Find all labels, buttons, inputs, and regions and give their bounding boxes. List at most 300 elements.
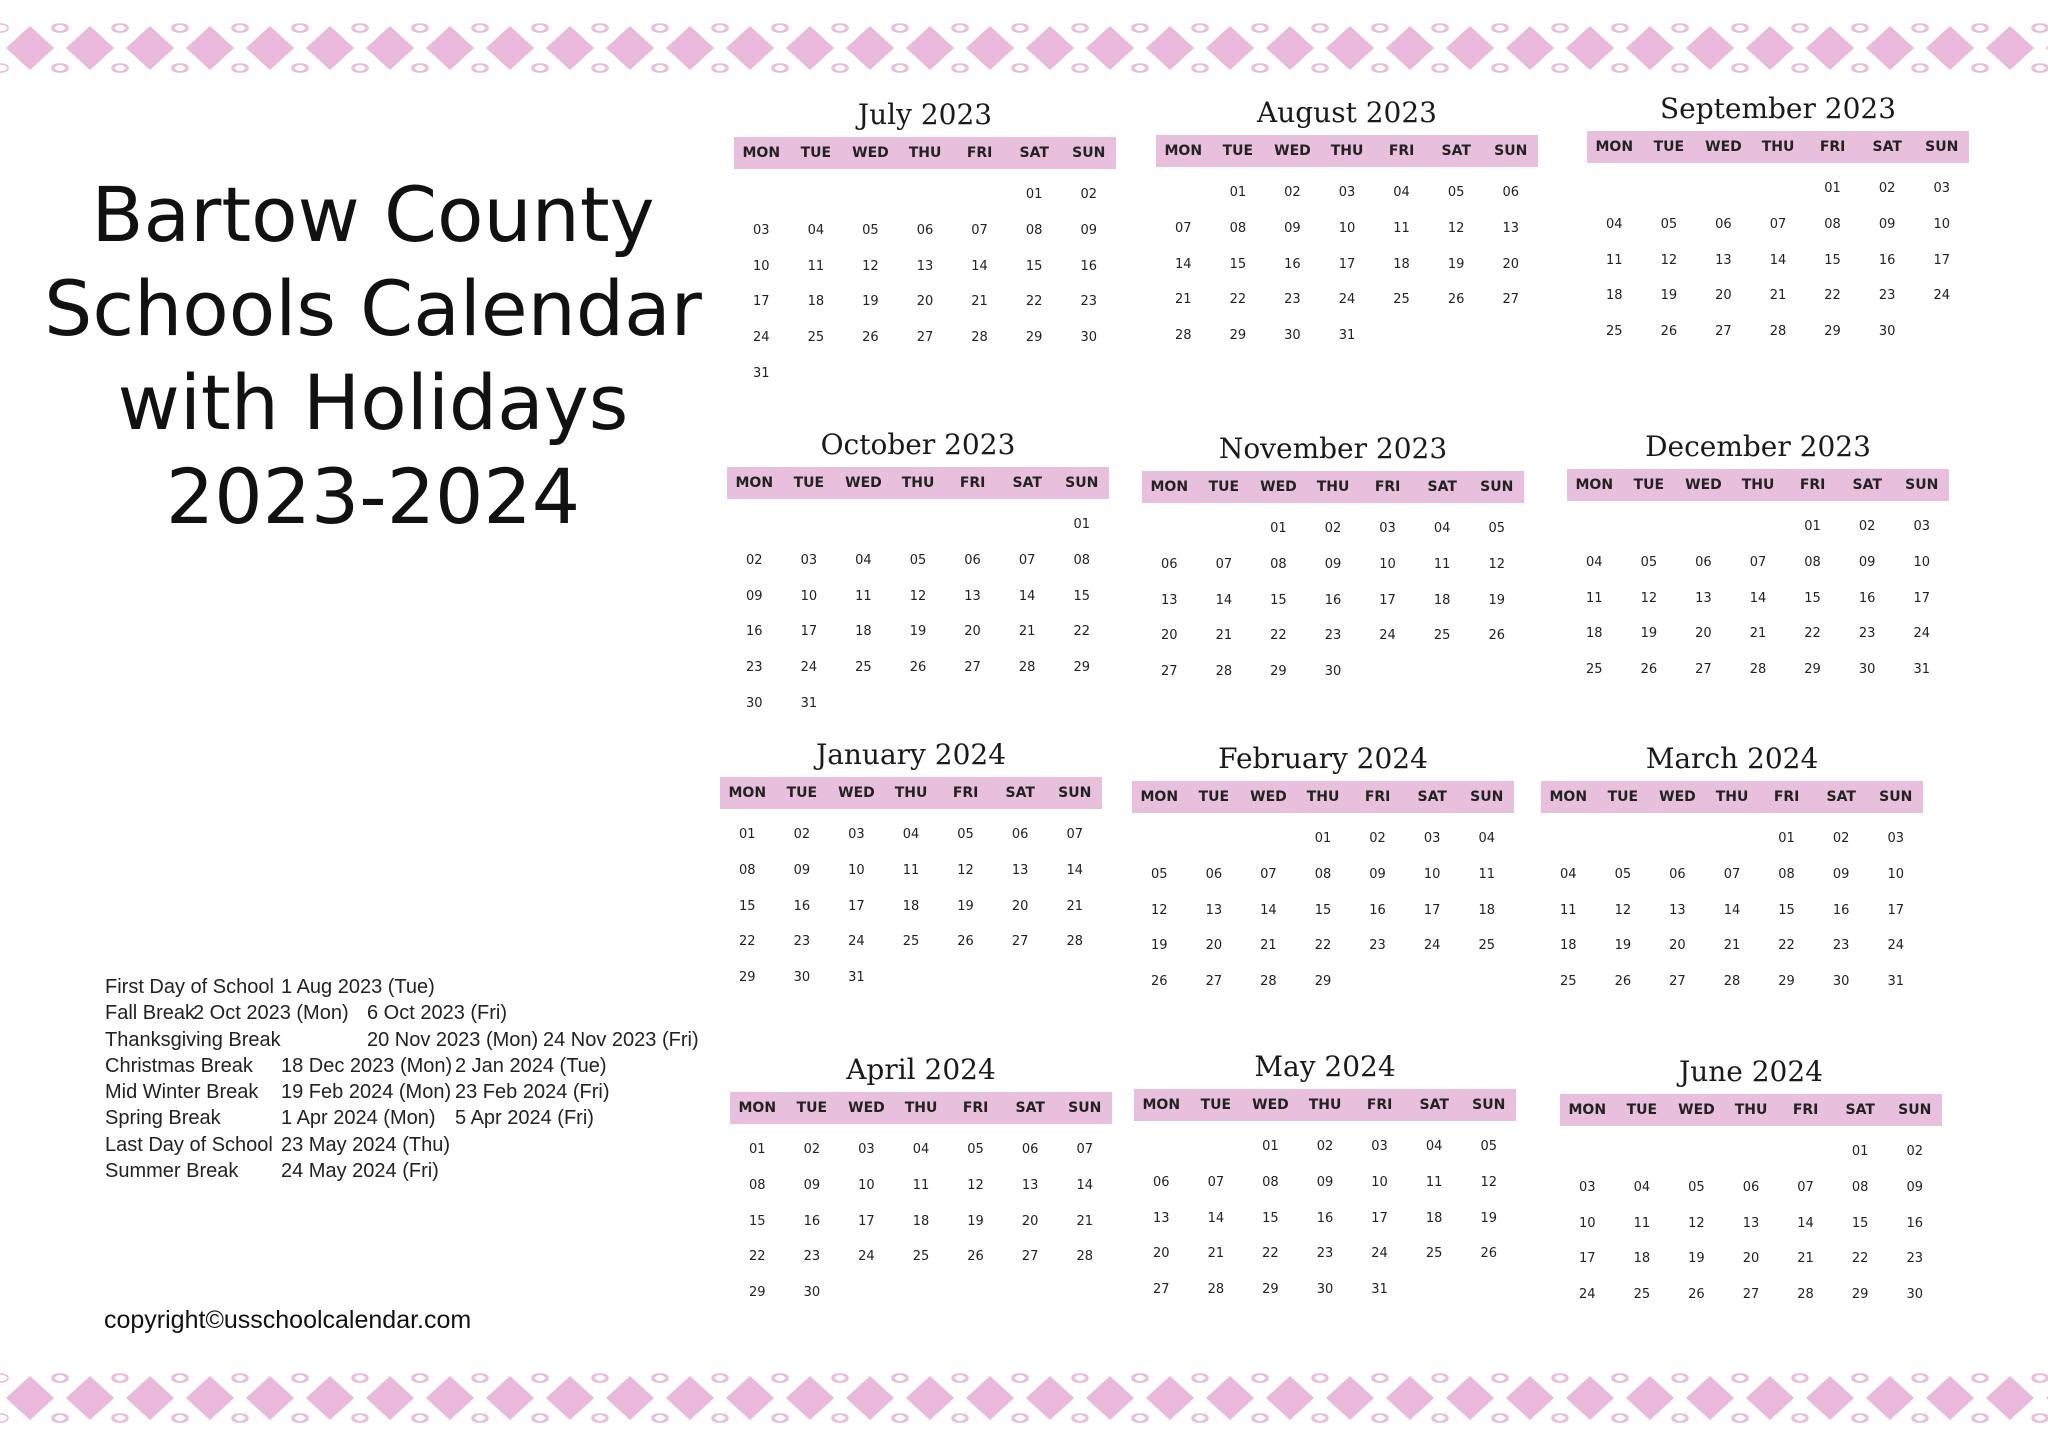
day-cell: 19 — [1488, 592, 1505, 608]
day-cell: 31 — [753, 365, 770, 381]
day-cell: 27 — [1153, 1282, 1170, 1298]
weekday-label: TUE — [796, 1100, 828, 1116]
day-cell: 04 — [1425, 1139, 1443, 1154]
empty-cell — [1156, 175, 1211, 211]
day-cell: 26 — [967, 1249, 984, 1265]
border-diamond — [66, 26, 114, 70]
weekday-label: MON — [1142, 1097, 1181, 1113]
day-cell: 13 — [1153, 1210, 1170, 1226]
weekday-label: FRI — [1819, 139, 1846, 155]
day-cell: 09 — [1858, 554, 1876, 570]
empty-cell — [1731, 509, 1786, 545]
border-diamond — [366, 1376, 414, 1420]
weekday-label: TUE — [1222, 143, 1254, 159]
day-cell: 18 — [1633, 1251, 1651, 1267]
day-cell: 12 — [957, 862, 974, 878]
days-grid — [1567, 509, 1949, 688]
border-diamond — [726, 26, 774, 70]
day-cell: 24 — [1887, 938, 1904, 954]
day-cell: 04 — [1606, 216, 1623, 232]
day-cell: 02 — [803, 1142, 821, 1157]
weekday-label: MON — [728, 785, 767, 801]
empty-cell — [734, 177, 789, 213]
border-leaf — [0, 24, 8, 32]
day-cell: 28 — [1175, 328, 1192, 344]
day-cell: 10 — [1887, 866, 1904, 882]
day-cell: 10 — [848, 862, 865, 878]
day-cell: 16 — [746, 624, 763, 640]
month-title: February 2024 — [1218, 742, 1428, 775]
border-diamond — [306, 26, 354, 70]
day-cell: 28 — [1076, 1249, 1093, 1265]
border-diamond — [966, 1376, 1014, 1420]
day-cell: 25 — [807, 330, 825, 346]
day-cell: 08 — [1778, 866, 1795, 882]
day-cell: 21 — [1018, 624, 1036, 640]
border-diamond — [906, 26, 954, 70]
weekday-label: FRI — [1366, 1097, 1393, 1113]
empty-cell — [1560, 1134, 1615, 1170]
day-cell: 18 — [1586, 626, 1603, 642]
weekday-label: MON — [742, 145, 781, 161]
empty-cell — [789, 177, 844, 213]
day-cell: 29 — [1025, 330, 1043, 346]
weekday-label: FRI — [1388, 143, 1415, 159]
event-start: 20 Nov 2023 (Mon) — [367, 1028, 539, 1051]
weekday-label: SUN — [1065, 475, 1099, 491]
day-cell: 21 — [1076, 1213, 1093, 1229]
weekday-label: SAT — [1872, 139, 1902, 155]
day-cell: 01 — [1851, 1144, 1869, 1159]
day-cell: 28 — [971, 330, 988, 346]
day-cell: 13 — [964, 588, 981, 604]
day-cell: 21 — [1066, 898, 1083, 914]
day-cell: 17 — [1933, 252, 1950, 268]
empty-cell — [1751, 171, 1806, 207]
day-cell: 21 — [1207, 1246, 1225, 1262]
day-cell: 23 — [1324, 628, 1342, 644]
day-cell: 09 — [1369, 866, 1386, 882]
border-diamond — [1146, 26, 1194, 70]
day-cell: 15 — [749, 1213, 766, 1229]
day-cell: 07 — [971, 222, 988, 238]
day-cell: 20 — [916, 294, 934, 310]
day-cell: 05 — [1447, 185, 1465, 200]
day-cell: 24 — [800, 660, 818, 676]
day-cell: 27 — [1715, 324, 1732, 340]
day-cell: 13 — [916, 258, 934, 274]
day-cell: 18 — [1425, 1210, 1443, 1226]
day-cell: 10 — [1338, 220, 1356, 236]
day-cell: 01 — [1262, 1139, 1279, 1154]
day-cell: 26 — [1660, 324, 1678, 340]
day-cell: 04 — [1433, 521, 1451, 536]
weekday-header — [734, 137, 1116, 169]
day-cell: 15 — [1270, 592, 1287, 608]
day-cell: 04 — [807, 222, 825, 238]
day-cell: 01 — [1824, 181, 1841, 196]
month-title: March 2024 — [1645, 742, 1819, 775]
weekday-label: MON — [1150, 479, 1189, 495]
day-cell: 27 — [1742, 1287, 1760, 1303]
day-cell: 12 — [1640, 590, 1658, 606]
day-cell: 29 — [1262, 1282, 1279, 1298]
weekday-header — [1134, 1089, 1516, 1121]
day-cell: 29 — [1314, 974, 1332, 990]
day-cell: 15 — [1025, 258, 1043, 274]
weekday-label: TUE — [1626, 1102, 1658, 1118]
month-title: August 2023 — [1257, 96, 1437, 129]
day-cell: 22 — [1314, 938, 1332, 954]
day-cell: 17 — [858, 1213, 875, 1229]
weekday-label: WED — [845, 475, 882, 491]
weekday-label: THU — [1741, 477, 1775, 493]
day-cell: 11 — [1433, 556, 1451, 572]
day-cell: 10 — [800, 588, 818, 604]
day-cell: 26 — [862, 330, 879, 346]
day-cell: 15 — [1262, 1210, 1279, 1226]
border-diamond — [1686, 1376, 1734, 1420]
day-cell: 03 — [1579, 1179, 1596, 1195]
border-diamond — [1746, 1376, 1794, 1420]
day-cell: 19 — [1447, 256, 1465, 272]
month-title: July 2023 — [857, 98, 993, 131]
border-diamond — [366, 26, 414, 70]
day-cell: 12 — [1447, 220, 1465, 236]
weekday-label: SAT — [1852, 477, 1882, 493]
day-cell: 23 — [746, 660, 763, 676]
border-diamond — [126, 1376, 174, 1420]
day-cell: 27 — [1669, 974, 1686, 990]
day-cell: 07 — [1066, 827, 1083, 842]
day-cell: 18 — [855, 624, 872, 640]
day-cell: 16 — [1284, 256, 1301, 272]
day-cell: 31 — [1338, 328, 1356, 344]
weekday-label: WED — [1252, 1097, 1289, 1113]
day-cell: 25 — [1478, 938, 1495, 954]
days-grid — [1142, 511, 1524, 690]
day-cell: 14 — [1260, 902, 1277, 918]
day-cell: 30 — [803, 1285, 821, 1301]
day-cell: 03 — [848, 827, 865, 842]
day-cell: 12 — [909, 588, 927, 604]
day-cell: 17 — [1913, 590, 1930, 606]
day-cell: 18 — [1606, 288, 1623, 304]
day-cell: 19 — [1660, 288, 1678, 304]
day-cell: 31 — [1371, 1282, 1388, 1298]
day-cell: 17 — [1423, 902, 1441, 918]
day-cell: 19 — [1640, 626, 1658, 642]
day-cell: 11 — [1478, 866, 1495, 882]
empty-cell — [898, 177, 953, 213]
day-cell: 20 — [1011, 898, 1029, 914]
day-cell: 09 — [1284, 220, 1301, 236]
day-cell: 19 — [1151, 938, 1168, 954]
day-cell: 05 — [1660, 216, 1678, 232]
day-cell: 06 — [1742, 1179, 1760, 1195]
day-cell: 12 — [1480, 1174, 1497, 1190]
border-diamond — [1026, 1376, 1074, 1420]
border-diamond — [1926, 26, 1974, 70]
day-cell: 11 — [1560, 902, 1577, 918]
day-cell: 29 — [749, 1285, 766, 1301]
days-grid — [1134, 1129, 1516, 1308]
day-cell: 07 — [1749, 554, 1767, 570]
empty-cell — [843, 177, 898, 213]
month-calendar — [1156, 93, 1538, 354]
day-cell: 29 — [1073, 660, 1090, 676]
day-cell: 16 — [1080, 258, 1097, 274]
day-cell: 25 — [1560, 974, 1577, 990]
day-cell: 05 — [1151, 866, 1168, 882]
day-cell: 09 — [1324, 556, 1342, 572]
day-cell: 24 — [858, 1249, 875, 1265]
day-cell: 05 — [909, 552, 927, 568]
weekday-label: SUN — [1879, 789, 1913, 805]
border-diamond — [1566, 1376, 1614, 1420]
day-cell: 29 — [1824, 324, 1841, 340]
day-cell: 06 — [1695, 554, 1712, 570]
day-cell: 25 — [902, 934, 920, 950]
day-cell: 17 — [848, 898, 865, 914]
weekday-label: SUN — [1058, 785, 1092, 801]
weekday-label: MON — [1568, 1102, 1607, 1118]
day-cell: 03 — [1887, 831, 1904, 846]
day-cell: 21 — [1749, 626, 1767, 642]
day-cell: 06 — [964, 552, 981, 568]
weekday-label: MON — [1164, 143, 1203, 159]
day-cell: 29 — [1229, 328, 1247, 344]
day-cell: 12 — [1151, 902, 1168, 918]
month-calendar — [1567, 427, 1949, 688]
border-diamond — [1326, 26, 1374, 70]
day-cell: 13 — [1502, 220, 1519, 236]
day-cell: 03 — [1913, 519, 1930, 534]
day-cell: 23 — [1284, 292, 1301, 308]
day-cell: 21 — [1723, 938, 1741, 954]
weekday-label: THU — [904, 1100, 938, 1116]
event-start: 23 May 2024 (Thu) — [281, 1133, 450, 1156]
day-cell: 14 — [1076, 1177, 1093, 1193]
day-cell: 14 — [1749, 590, 1767, 606]
border-diamond — [1446, 1376, 1494, 1420]
day-cell: 22 — [1025, 294, 1043, 310]
day-cell: 04 — [912, 1142, 930, 1157]
day-cell: 30 — [1832, 974, 1850, 990]
day-cell: 08 — [1804, 554, 1821, 570]
month-calendar — [734, 95, 1116, 392]
border-diamond — [126, 26, 174, 70]
weekday-label: WED — [848, 1100, 885, 1116]
day-cell: 10 — [1933, 216, 1950, 232]
border-diamond — [666, 26, 714, 70]
day-cell: 24 — [848, 934, 865, 950]
title-line: Bartow County — [91, 170, 655, 259]
day-cell: 15 — [1851, 1215, 1869, 1231]
day-cell: 06 — [1669, 866, 1686, 882]
day-cell: 19 — [957, 898, 974, 914]
day-cell: 02 — [1906, 1144, 1923, 1159]
day-cell: 09 — [803, 1177, 821, 1193]
day-cell: 11 — [1586, 590, 1603, 606]
day-cell: 16 — [1316, 1210, 1334, 1226]
border-diamond — [426, 1376, 474, 1420]
day-cell: 11 — [912, 1177, 930, 1193]
day-cell: 22 — [1778, 938, 1795, 954]
day-cell: 29 — [1778, 974, 1795, 990]
day-cell: 25 — [855, 660, 872, 676]
day-cell: 30 — [1316, 1282, 1334, 1298]
day-cell: 15 — [1073, 588, 1090, 604]
days-grid — [1156, 175, 1538, 354]
day-cell: 28 — [1749, 662, 1767, 678]
day-cell: 02 — [1878, 181, 1896, 196]
weekday-label: SAT — [1427, 479, 1457, 495]
empty-cell — [1642, 171, 1697, 207]
empty-cell — [1132, 821, 1187, 857]
weekday-label: MON — [735, 475, 774, 491]
day-cell: 14 — [1066, 862, 1083, 878]
border-diamond — [306, 1376, 354, 1420]
day-cell: 28 — [1207, 1282, 1225, 1298]
border-diamond — [1026, 26, 1074, 70]
weekday-label: THU — [1316, 479, 1350, 495]
weekday-label: FRI — [1773, 789, 1800, 805]
weekday-header — [1132, 781, 1514, 813]
border-diamond — [1506, 26, 1554, 70]
day-cell: 02 — [1324, 521, 1342, 536]
day-cell: 27 — [916, 330, 934, 346]
border-diamond — [726, 1376, 774, 1420]
day-cell: 13 — [1715, 252, 1732, 268]
weekday-label: MON — [1549, 789, 1588, 805]
border-diamond — [1806, 26, 1854, 70]
border-diamond — [186, 26, 234, 70]
day-cell: 18 — [1433, 592, 1451, 608]
day-cell: 18 — [902, 898, 920, 914]
day-cell: 24 — [1579, 1287, 1596, 1303]
day-cell: 25 — [912, 1249, 930, 1265]
day-cell: 05 — [1614, 866, 1632, 882]
weekday-label: WED — [838, 785, 875, 801]
empty-cell — [952, 177, 1007, 213]
border-diamond — [1686, 26, 1734, 70]
day-cell: 07 — [1797, 1179, 1814, 1195]
event-end: 2 Jan 2024 (Tue) — [455, 1054, 607, 1077]
empty-cell — [1587, 171, 1642, 207]
day-cell: 26 — [957, 934, 974, 950]
day-cell: 25 — [1586, 662, 1603, 678]
border-diamond — [246, 26, 294, 70]
event-start: 24 May 2024 (Fri) — [281, 1160, 439, 1183]
weekday-label: TUE — [793, 475, 825, 491]
weekday-label: THU — [1761, 139, 1795, 155]
weekday-label: FRI — [1792, 1102, 1819, 1118]
empty-cell — [1669, 1134, 1724, 1170]
day-cell: 17 — [753, 294, 770, 310]
weekday-label: FRI — [952, 785, 979, 801]
month-title: November 2023 — [1218, 432, 1448, 465]
day-cell: 13 — [1742, 1215, 1760, 1231]
day-cell: 14 — [1207, 1210, 1225, 1226]
day-cell: 09 — [1906, 1179, 1923, 1195]
border-diamond — [906, 1376, 954, 1420]
day-cell: 19 — [967, 1213, 984, 1229]
border-diamond — [546, 1376, 594, 1420]
day-cell: 07 — [1215, 556, 1233, 572]
month-calendar — [720, 735, 1102, 996]
day-cell: 10 — [1423, 866, 1441, 882]
title-line: with Holidays — [117, 358, 629, 447]
day-cell: 14 — [1797, 1215, 1814, 1231]
weekday-label: THU — [901, 475, 935, 491]
weekday-label: MON — [1595, 139, 1634, 155]
weekday-label: WED — [1678, 1102, 1715, 1118]
day-cell: 20 — [1715, 288, 1732, 304]
day-cell: 28 — [1797, 1287, 1814, 1303]
day-cell: 20 — [1161, 628, 1178, 644]
day-cell: 24 — [1379, 628, 1396, 644]
day-cell: 22 — [1851, 1251, 1869, 1267]
day-cell: 03 — [858, 1142, 875, 1157]
day-cell: 24 — [1371, 1246, 1388, 1262]
border-diamond — [1866, 1376, 1914, 1420]
day-cell: 11 — [807, 258, 825, 274]
event-start: 18 Dec 2023 (Mon) — [281, 1054, 453, 1077]
day-cell: 03 — [800, 552, 818, 568]
day-cell: 25 — [1433, 628, 1451, 644]
day-cell: 09 — [1316, 1174, 1334, 1190]
weekday-label: SUN — [1480, 479, 1514, 495]
day-cell: 08 — [1270, 556, 1287, 572]
day-cell: 14 — [1723, 902, 1741, 918]
day-cell: 23 — [1316, 1246, 1334, 1262]
weekday-label: TUE — [1198, 789, 1230, 805]
day-cell: 05 — [1480, 1139, 1497, 1154]
weekday-label: SUN — [1905, 477, 1939, 493]
day-cell: 04 — [902, 827, 920, 842]
day-cell: 23 — [1832, 938, 1850, 954]
day-cell: 01 — [739, 827, 756, 842]
day-cell: 17 — [800, 624, 818, 640]
weekday-label: TUE — [1200, 1097, 1232, 1113]
month-calendar — [1560, 1052, 1942, 1313]
weekday-label: THU — [894, 785, 928, 801]
days-grid — [1132, 821, 1514, 1000]
empty-cell — [727, 507, 782, 543]
day-cell: 14 — [1018, 588, 1036, 604]
day-cell: 28 — [1260, 974, 1277, 990]
day-cell: 30 — [793, 970, 811, 986]
day-cell: 11 — [1606, 252, 1623, 268]
day-cell: 02 — [1080, 187, 1097, 202]
weekday-label: SAT — [1845, 1102, 1875, 1118]
day-cell: 15 — [1824, 252, 1841, 268]
day-cell: 06 — [1011, 827, 1029, 842]
day-cell: 23 — [1369, 938, 1386, 954]
day-cell: 10 — [1913, 554, 1930, 570]
day-cell: 31 — [848, 970, 865, 986]
weekday-label: SUN — [1072, 145, 1106, 161]
day-cell: 25 — [1633, 1287, 1651, 1303]
day-cell: 20 — [1695, 626, 1712, 642]
weekday-label: WED — [852, 145, 889, 161]
day-cell: 06 — [1161, 556, 1178, 572]
empty-cell — [1189, 1129, 1244, 1165]
weekday-label: TUE — [1607, 789, 1639, 805]
day-cell: 28 — [1723, 974, 1741, 990]
event-start: 19 Feb 2024 (Mon) — [281, 1081, 452, 1104]
